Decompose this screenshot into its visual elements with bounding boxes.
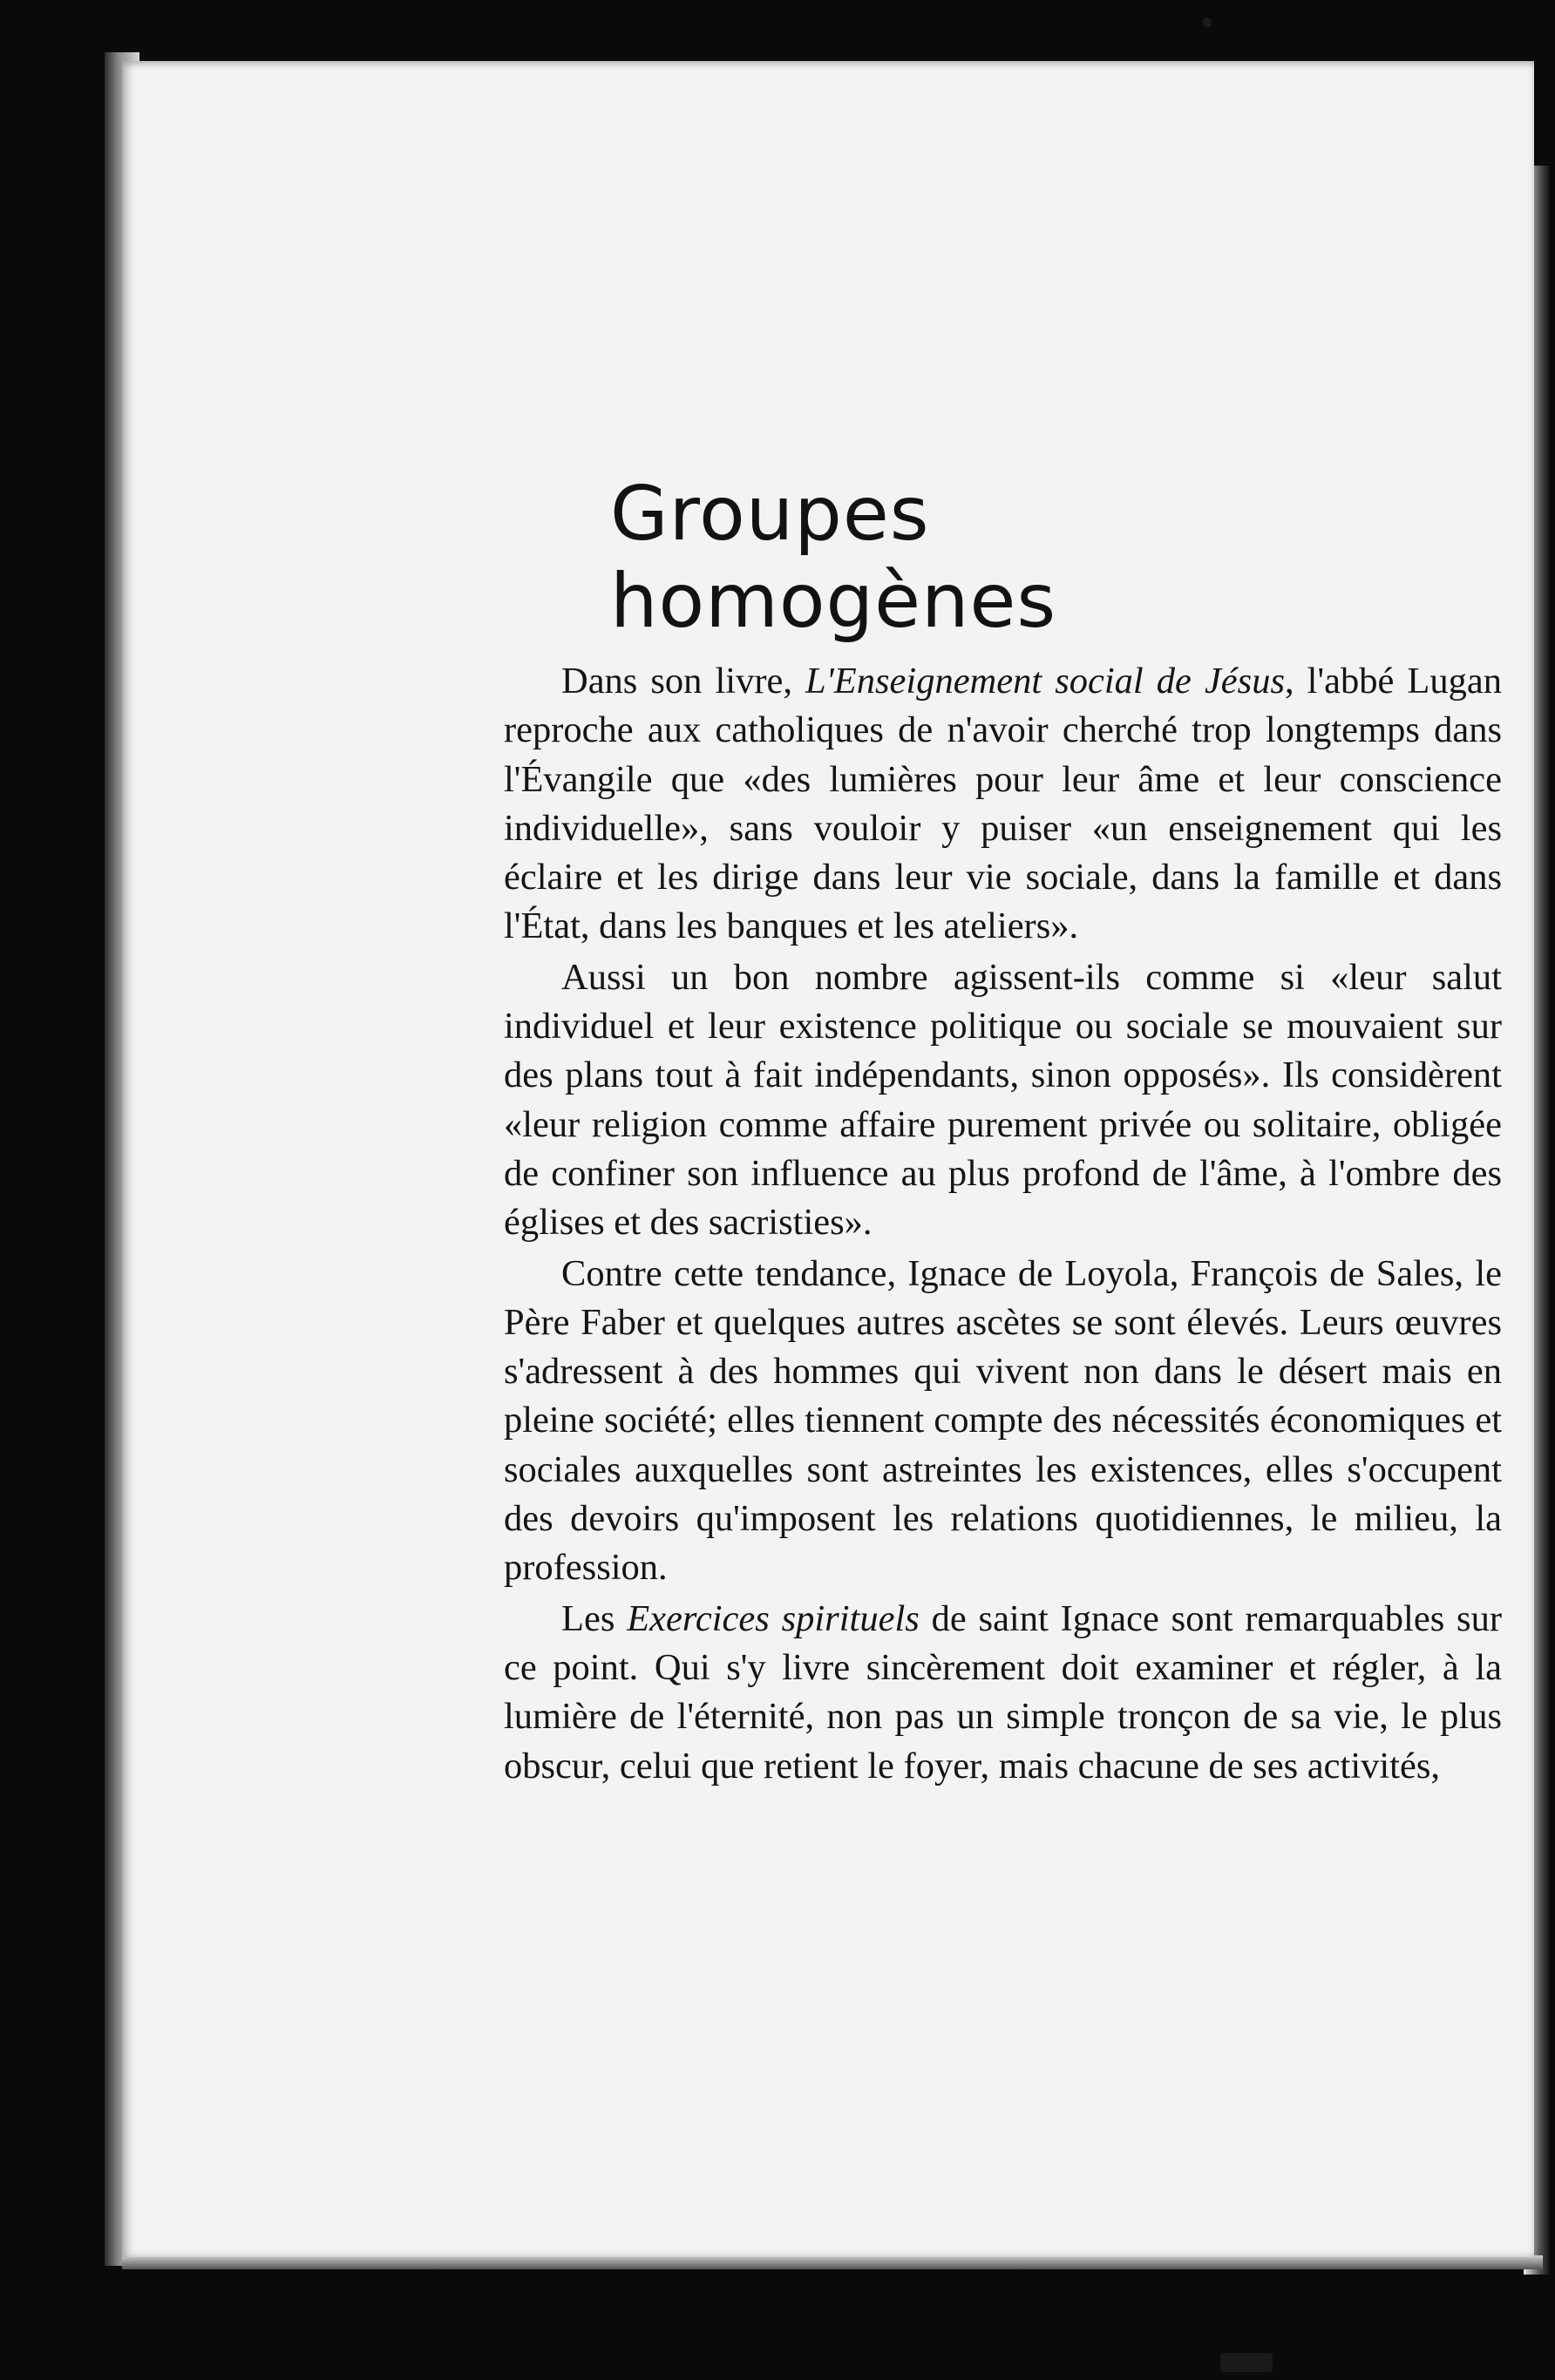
text-run: , l'abbé Lugan reproche aux catholiques de n'avoir cherché trop longtemps dans l'Évangile que «des lumières pour leur âme et leur conscience individuelle», sans vouloir y puiser «un enseignement qui les éclaire et les dirige dans leur vie sociale, dans la famille et dans l'État, dans les banques et les ateliers».: [504, 661, 1502, 947]
paragraph: [504, 1595, 1502, 1791]
scan-speck: [1203, 17, 1212, 28]
paragraph: [504, 953, 1502, 1248]
body-text: [504, 657, 1502, 1791]
text-run: Les: [561, 1597, 628, 1639]
text-run: Aussi un bon nombre agissent-ils comme si «leur salut individuel et leur existence politique ou sociale se mouvaient sur des plans tout à fait indépendants, sinon opposés». Ils considèrent «leur religion comme affaire purement privée ou solitaire, obligée de confiner son influence au plus profond de l'âme, à l'ombre des églises et des sacristies».: [504, 956, 1502, 1244]
scan-speck: [1220, 2353, 1273, 2372]
text-run: Contre cette tendance, Ignace de Loyola, François de Sales, le Père Faber et quelques autres ascètes se sont élevés. Leurs œuvres s'adressent à des hommes qui vivent non dans le désert mais en pleine société; elles tiennent compte des nécessités économiques et sociales auxquelles sont astreintes les existences, elles s'occupent des devoirs qu'imposent les relations quotidiennes, le milieu, la profession.: [504, 1252, 1502, 1589]
paragraph: [504, 1250, 1502, 1593]
italic-title-run: L'Enseignement social de Jésus: [805, 661, 1285, 702]
text-run: de saint Ignace sont remarquables sur ce point. Qui s'y livre sincèrement doit examiner et régler, à la lumière de l'éternité, non pas un simple tronçon de sa vie, le plus obscur, celui que retient le foyer, mais chacune de ses activités,: [504, 1597, 1502, 1787]
text-run: Dans son livre,: [561, 661, 806, 702]
italic-title-run: Exercices spirituels: [627, 1597, 920, 1639]
page-bottom-edge: [122, 2255, 1543, 2269]
chapter-title: Groupes homogènes: [610, 471, 1057, 645]
paragraph: [504, 657, 1502, 952]
